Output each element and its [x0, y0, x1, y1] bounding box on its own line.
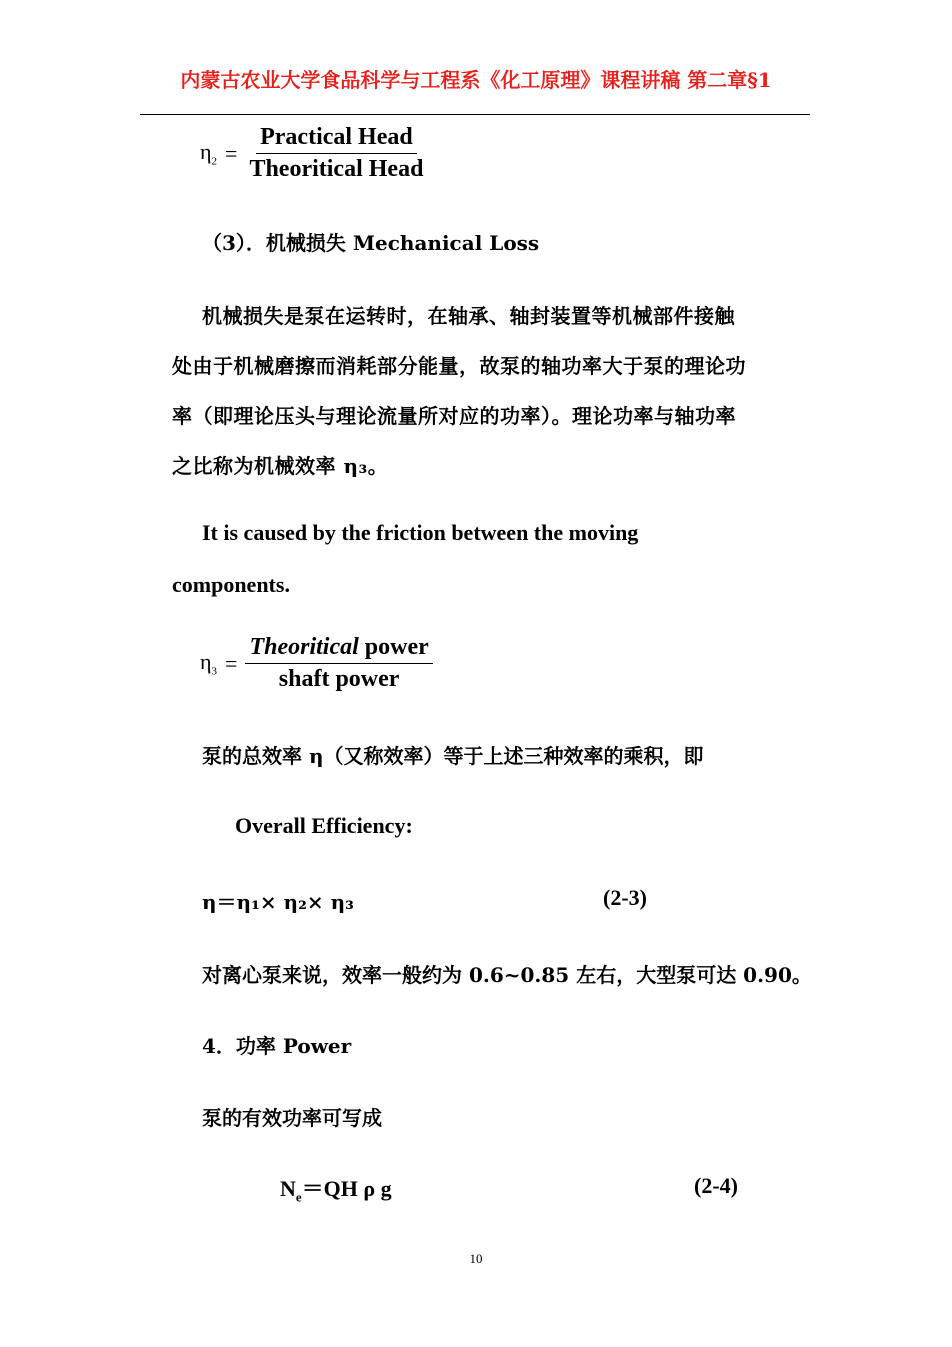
para-cn-line-1: 机械损失是泵在运转时，在轴承、轴封装置等机械部件接触 [202, 304, 735, 328]
para-cn-line-4: 之比称为机械效率 η₃。 [172, 454, 389, 478]
page-header: 内蒙古农业大学食品科学与工程系《化工原理》课程讲稿 第二章§1 [180, 68, 772, 92]
page-number: 10 [469, 1251, 483, 1266]
centrifugal-efficiency-text: 对离心泵来说，效率一般约为 0.6~0.85 左右，大型泵可达 0.90。 [202, 963, 812, 987]
section-4-heading: 4．功率 Power [202, 1034, 352, 1058]
para-en-line-1: It is caused by the friction between the moving [202, 520, 639, 545]
eta2-numerator: Practical Head [256, 124, 417, 154]
para-cn-line-3: 率（即理论压头与理论流量所对应的功率）。理论功率与轴功率 [172, 404, 736, 428]
equation-number-2-3: (2-3) [603, 885, 647, 910]
eta2-fraction [245, 124, 427, 183]
equation-eta3 [200, 634, 433, 693]
section-3-heading: （3）．机械损失 Mechanical Loss [202, 231, 540, 255]
overall-cn: 泵的总效率 η（又称效率）等于上述三种效率的乘积，即 [202, 744, 704, 768]
eta3-denominator: shaft power [278, 666, 400, 692]
power-formula: $N_e=QH$ ρ g [280, 1176, 392, 1205]
eta3-equals: = [225, 650, 238, 676]
para-en-line-2: components. [172, 572, 290, 597]
overall-formula: η＝η₁× η₂× η₃ [202, 890, 354, 914]
eta3-numerator: Theoritical power [245, 634, 432, 664]
equation-eta2 [200, 124, 427, 183]
equation-number-2-4: (2-4) [694, 1173, 738, 1198]
eta2-equals: = [225, 140, 238, 166]
eta3-lhs: $\eta_3$ [200, 649, 218, 678]
eta2-denominator: Theoritical Head [249, 156, 424, 182]
para-cn-line-2: 处由于机械磨擦而消耗部分能量，故泵的轴功率大于泵的理论功 [172, 354, 746, 378]
overall-en: Overall Efficiency: [235, 813, 413, 838]
header-rule [140, 114, 810, 115]
eta2-lhs: $\eta_2$ [200, 139, 218, 168]
section-4-intro: 泵的有效功率可写成 [202, 1106, 382, 1130]
eta3-fraction [245, 634, 432, 693]
